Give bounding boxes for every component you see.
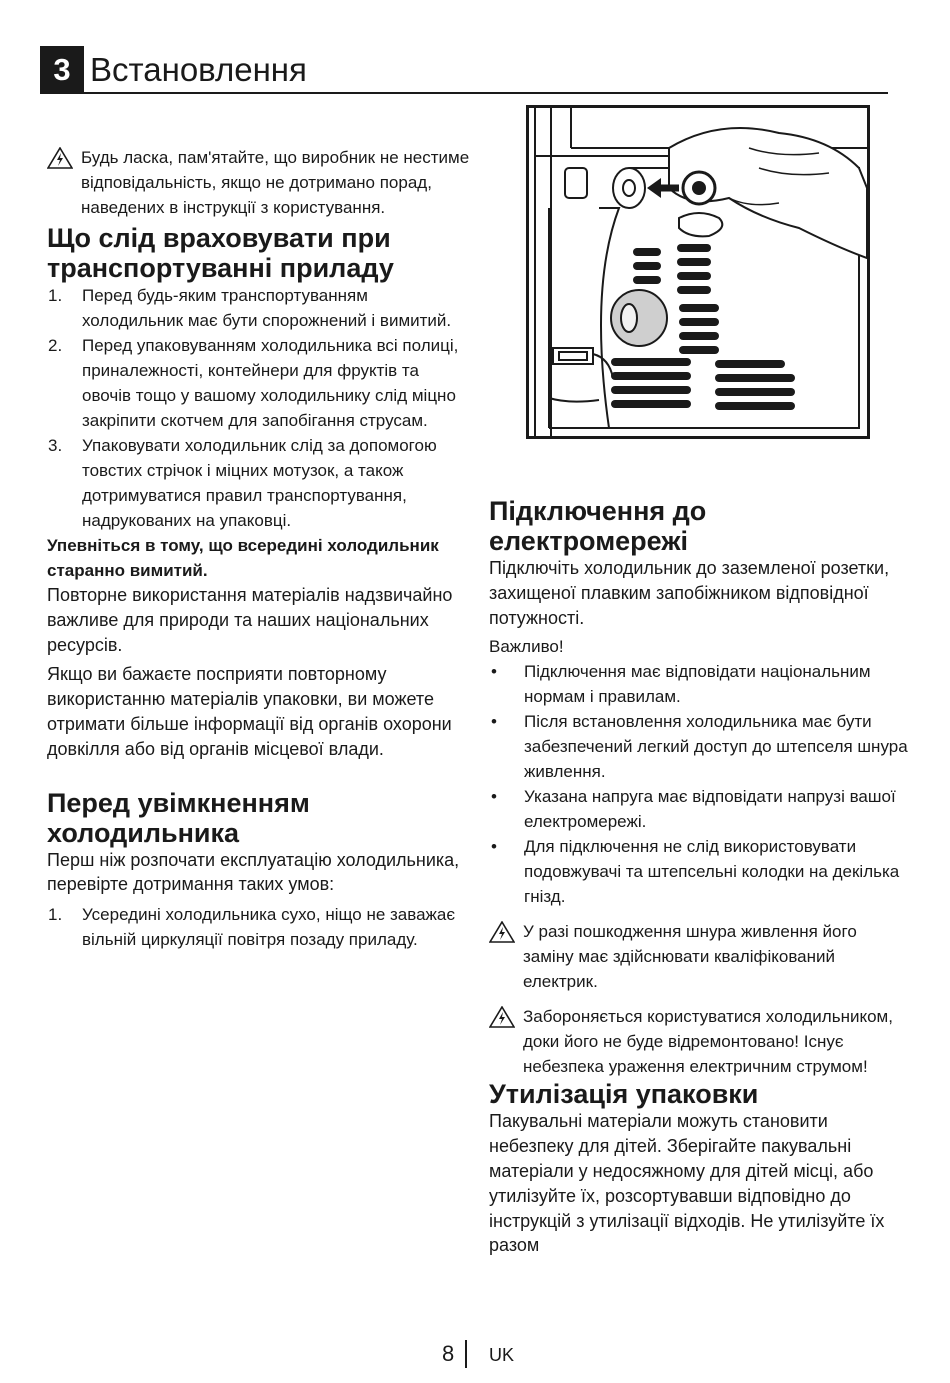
bullet-icon: •	[491, 712, 497, 732]
shock-warning	[489, 1004, 909, 1079]
warning-icon	[489, 921, 515, 943]
list-number: 3.	[48, 436, 63, 455]
list-text: Для підключення не слід використовувати подовжувачі та штепсельні колодки на декілька гнізд.	[524, 837, 900, 907]
chapter-header	[40, 46, 888, 94]
disposal-text: Пакувальні матеріали можуть становити небезпеку для дітей. Зберігайте пакувальні матеріали у недосяжному для дітей місці, або утилізуйте їх, розсортувавши відповідно до інструкцій з утилізації відходів. Не утилізуйте їх разом	[489, 1111, 885, 1256]
bullet-icon: •	[491, 787, 497, 807]
list-text: Після встановлення холодильника має бути забезпечений легкий доступ до штепселя шнура живлення.	[524, 712, 908, 782]
before-start-list	[47, 902, 472, 952]
list-item	[47, 283, 472, 333]
warning-icon	[489, 1006, 515, 1028]
list-number: 1.	[48, 286, 63, 305]
installation-illustration	[526, 105, 870, 439]
list-text: Підключення має відповідати національним нормам і правилам.	[524, 662, 871, 707]
list-text: Перед упаковуванням холодильника всі полиці, приналежності, контейнери для фруктів та овочів тощо у вашому холодильнику слід міцно закріпити скотчем для запобігання струсам.	[82, 336, 459, 430]
list-item	[47, 433, 472, 533]
list-item	[489, 834, 909, 909]
recycling-paragraph: Повторне використання матеріалів надзвичайно важливе для природи та наших національних ресурсів.	[47, 585, 453, 655]
warning-icon	[47, 147, 73, 169]
hand-inserting-spacer-illustration	[529, 108, 867, 436]
bullet-icon: •	[491, 837, 497, 857]
disposal-heading: Утилізація упаковки	[489, 1079, 759, 1110]
list-text: Указана напруга має відповідати напрузі вашої електромережі.	[524, 787, 896, 832]
important-label: Важливо!	[489, 637, 564, 657]
bullet-icon: •	[491, 662, 497, 682]
list-item	[47, 333, 472, 433]
before-start-intro: Перш ніж розпочати експлуатацію холодильника, перевірте дотримання таких умов:	[47, 849, 460, 895]
electric-intro: Підключіть холодильник до заземленої розетки, захищеної плавким запобіжником відповідної потужності.	[489, 558, 890, 628]
right-column	[489, 496, 909, 1258]
cord-damage-warning	[489, 919, 909, 994]
footer-divider	[465, 1340, 467, 1368]
list-item	[489, 709, 909, 784]
shock-warning-text: Забороняється користуватися холодильником, доки його не буде відремонтовано! Існує небезпека ураження електричним струмом!	[523, 1007, 893, 1077]
chapter-number: 3	[40, 46, 84, 94]
list-item	[489, 659, 909, 709]
recycling-info-paragraph: Якщо ви бажаєте посприяти повторному використанню матеріалів упаковки, ви можете отримати більше інформації від органів охорони довкілля або від органів місцевої влади.	[47, 664, 452, 759]
left-column	[47, 145, 472, 952]
cord-damage-warning-text: У разі пошкодження шнура живлення його заміну має здійснювати кваліфікований електрик.	[523, 922, 857, 992]
chapter-title: Встановлення	[90, 51, 307, 88]
list-number: 2.	[48, 336, 63, 355]
list-text: Перед будь-яким транспортуванням холодильник має бути спорожнений і вимитий.	[82, 286, 452, 330]
transport-list	[47, 283, 472, 533]
list-item	[489, 784, 909, 834]
page-number: 8	[442, 1341, 455, 1366]
list-number: 1.	[48, 905, 63, 925]
chapter-rule	[84, 92, 888, 94]
electric-bullets	[489, 659, 909, 909]
liability-warning	[47, 145, 472, 220]
list-text: Усередині холодильника сухо, ніщо не заважає вільній циркуляції повітря позаду приладу.	[82, 905, 456, 950]
before-start-heading: Перед увімкненням холодильника	[47, 787, 310, 848]
transport-heading: Що слід враховувати при транспортуванні приладу	[47, 223, 394, 283]
list-item	[47, 902, 472, 952]
language-code: UK	[489, 1345, 515, 1365]
list-text: Упаковувати холодильник слід за допомогою товстих стрічок і міцних мотузок, а також дотримуватися правил транспортування, надрукованих на упаковці.	[82, 436, 437, 530]
electric-heading: Підключення до електромережі	[489, 496, 707, 556]
cleaning-note: Упевніться в тому, що всередині холодильник старанно вимитий.	[47, 536, 439, 580]
liability-warning-text: Будь ласка, пам'ятайте, що виробник не нестиме відповідальність, якщо не дотримано порад, наведених в інструкції з користування.	[81, 148, 470, 217]
page-footer	[0, 1340, 950, 1370]
